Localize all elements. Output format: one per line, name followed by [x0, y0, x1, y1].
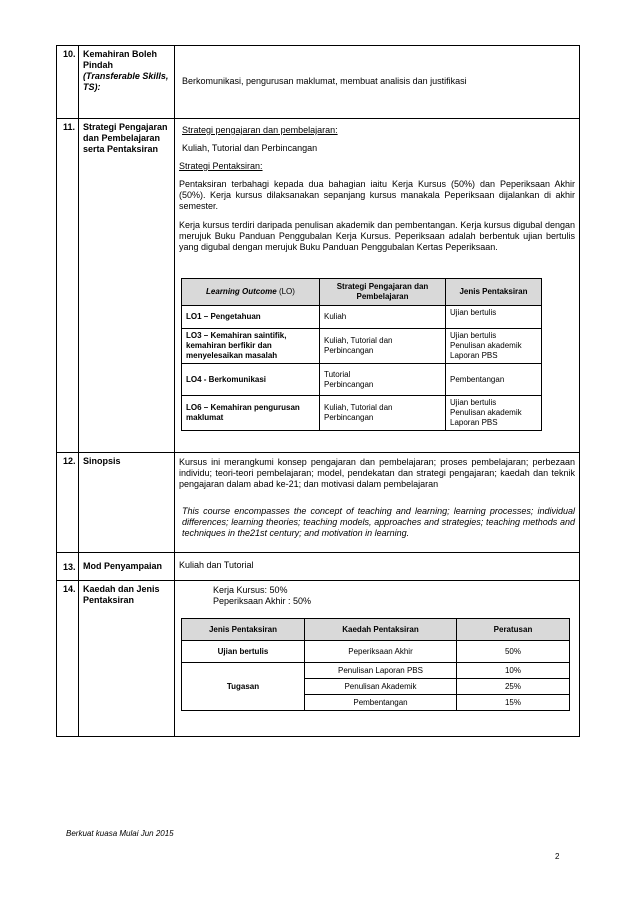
label-line: Kemahiran Boleh — [83, 49, 158, 59]
label-line: Strategi Pengajaran — [83, 122, 168, 132]
method-cell: Penulisan Akademik — [305, 679, 457, 695]
percentage-cell: 25% — [457, 679, 570, 695]
assessment-paragraph: Pentaksiran terbahagi kepada dua bahagian iaitu Kerja Kursus (50%) dan Peperiksaan Akhir (50%). Kerja kursus dilaksanakan sepanjang kursus manakala Peperiksaan dijalankan di akhir semester. — [179, 179, 575, 211]
effective-date-note: Berkuat kuasa Mulai Jun 2015 — [66, 829, 174, 838]
label-line: Mod Penyampaian — [83, 561, 163, 571]
percentage-cell: 10% — [457, 663, 570, 679]
strategy-cell: Kuliah, Tutorial dan Perbincangan — [320, 329, 446, 364]
row-teaching-strategy — [57, 119, 580, 453]
lo-cell: LO6 – Kemahiran pengurusan maklumat — [182, 396, 320, 431]
row-content — [175, 119, 580, 453]
label-line: Pentaksiran — [83, 595, 135, 605]
percentage-cell: 15% — [457, 695, 570, 711]
assessment-cell: Pembentangan — [446, 364, 542, 396]
strategy-text: Kuliah, Tutorial dan Perbincangan — [182, 143, 318, 153]
row-label — [79, 553, 175, 581]
synopsis-malay: Kursus ini merangkumi konsep pengajaran dan pembelajaran; proses pembelajaran; perbezaan individu; teori-teori pembelajaran; model, pendekatan dan strategi pengajaran; kaedah dan teknik pengajaran dalam abad ke-21; dan motivasi dalam pembelajaran — [179, 457, 575, 489]
method-cell: Pembentangan — [305, 695, 457, 711]
assessment-heading: Strategi Pentaksiran: — [179, 161, 263, 171]
label-line: dan Pembelajaran — [83, 133, 161, 143]
label-line: TS): — [83, 82, 101, 92]
percentage-cell: 50% — [457, 641, 570, 663]
row-content — [175, 46, 580, 119]
table-row — [182, 364, 542, 396]
label-line: Kaedah dan Jenis — [83, 584, 160, 594]
exam-weight: Peperiksaan Akhir : 50% — [213, 596, 312, 606]
method-cell: Penulisan Laporan PBS — [305, 663, 457, 679]
type-cell: Tugasan — [182, 663, 305, 711]
row-content — [175, 581, 580, 737]
course-info-table — [56, 45, 580, 737]
lo-table — [181, 278, 542, 431]
lo-header-rest: (LO) — [276, 287, 295, 296]
method-header: Kaedah Pentaksiran — [305, 619, 457, 641]
row-content — [175, 553, 580, 581]
row-number: 14. — [57, 581, 79, 737]
delivery-mode-text: Kuliah dan Tutorial — [179, 560, 254, 570]
row-number: 11. — [57, 119, 79, 453]
lo-header-italic: Learning Outcome — [206, 287, 277, 296]
strategy-heading: Strategi pengajaran dan pembelajaran: — [182, 125, 338, 135]
row-delivery-mode — [57, 553, 580, 581]
transferable-skills-text: Berkomunikasi, pengurusan maklumat, membuat analisis dan justifikasi — [182, 75, 467, 86]
row-content — [175, 453, 580, 553]
row-label — [79, 119, 175, 453]
table-row — [182, 329, 542, 364]
row-synopsis — [57, 453, 580, 553]
row-number: 12. — [57, 453, 79, 553]
label-line: Pindah — [83, 60, 114, 70]
lo-cell: LO3 – Kemahiran saintifik, kemahiran berfikir dan menyelesaikan masalah — [182, 329, 320, 364]
assessment-cell: Ujian bertulis Penulisan akademik Laporan PBS — [446, 329, 542, 364]
assessment-table-header — [182, 619, 570, 641]
table-row — [182, 641, 570, 663]
lo-cell: LO4 - Berkomunikasi — [182, 364, 320, 396]
lo-header — [182, 279, 320, 306]
row-label — [79, 453, 175, 553]
row-number: 10. — [57, 46, 79, 119]
row-label — [79, 46, 175, 119]
row-transferable-skills — [57, 46, 580, 119]
lo-cell: LO1 – Pengetahuan — [182, 306, 320, 329]
assessment-table — [181, 618, 570, 711]
coursework-paragraph: Kerja kursus terdiri daripada penulisan akademik dan pembentangan. Kerja kursus digubal dengan merujuk Buku Panduan Penggubalan Kerja Kursus. Peperiksaan adalah berbentuk ujian bertulis yang digubal dengan merujuk Buku Panduan Penggubalan Kertas Peperiksaan. — [179, 220, 575, 252]
strategy-cell: Kuliah — [320, 306, 446, 329]
table-row — [182, 396, 542, 431]
strategy-cell: Tutorial Perbincangan — [320, 364, 446, 396]
synopsis-english: This course encompasses the concept of teaching and learning; learning processes; individual differences; learning theories; teaching models, approaches and strategies; teaching methods and techniques in the21st century; and motivation in learning. — [182, 506, 575, 538]
row-number: 13. — [57, 553, 79, 581]
lo-table-header — [182, 279, 542, 306]
row-label — [79, 581, 175, 737]
assessment-cell: Ujian bertulis Penulisan akademik Laporan PBS — [446, 396, 542, 431]
assessment-cell: Ujian bertulis — [446, 306, 542, 329]
table-row — [182, 663, 570, 679]
label-line: (Transferable Skills, — [83, 71, 169, 81]
strategy-cell: Kuliah, Tutorial dan Perbincangan — [320, 396, 446, 431]
type-cell: Ujian bertulis — [182, 641, 305, 663]
row-assessment-method — [57, 581, 580, 737]
coursework-weight: Kerja Kursus: 50% — [213, 585, 288, 595]
table-row — [182, 306, 542, 329]
strategy-header: Strategi Pengajaran dan Pembelajaran — [320, 279, 446, 306]
label-line: Sinopsis — [83, 456, 121, 466]
type-header: Jenis Pentaksiran — [182, 619, 305, 641]
label-line: serta Pentaksiran — [83, 144, 159, 154]
percentage-header: Peratusan — [457, 619, 570, 641]
assessment-type-header: Jenis Pentaksiran — [446, 279, 542, 306]
method-cell: Peperiksaan Akhir — [305, 641, 457, 663]
page-number: 2 — [555, 852, 560, 861]
